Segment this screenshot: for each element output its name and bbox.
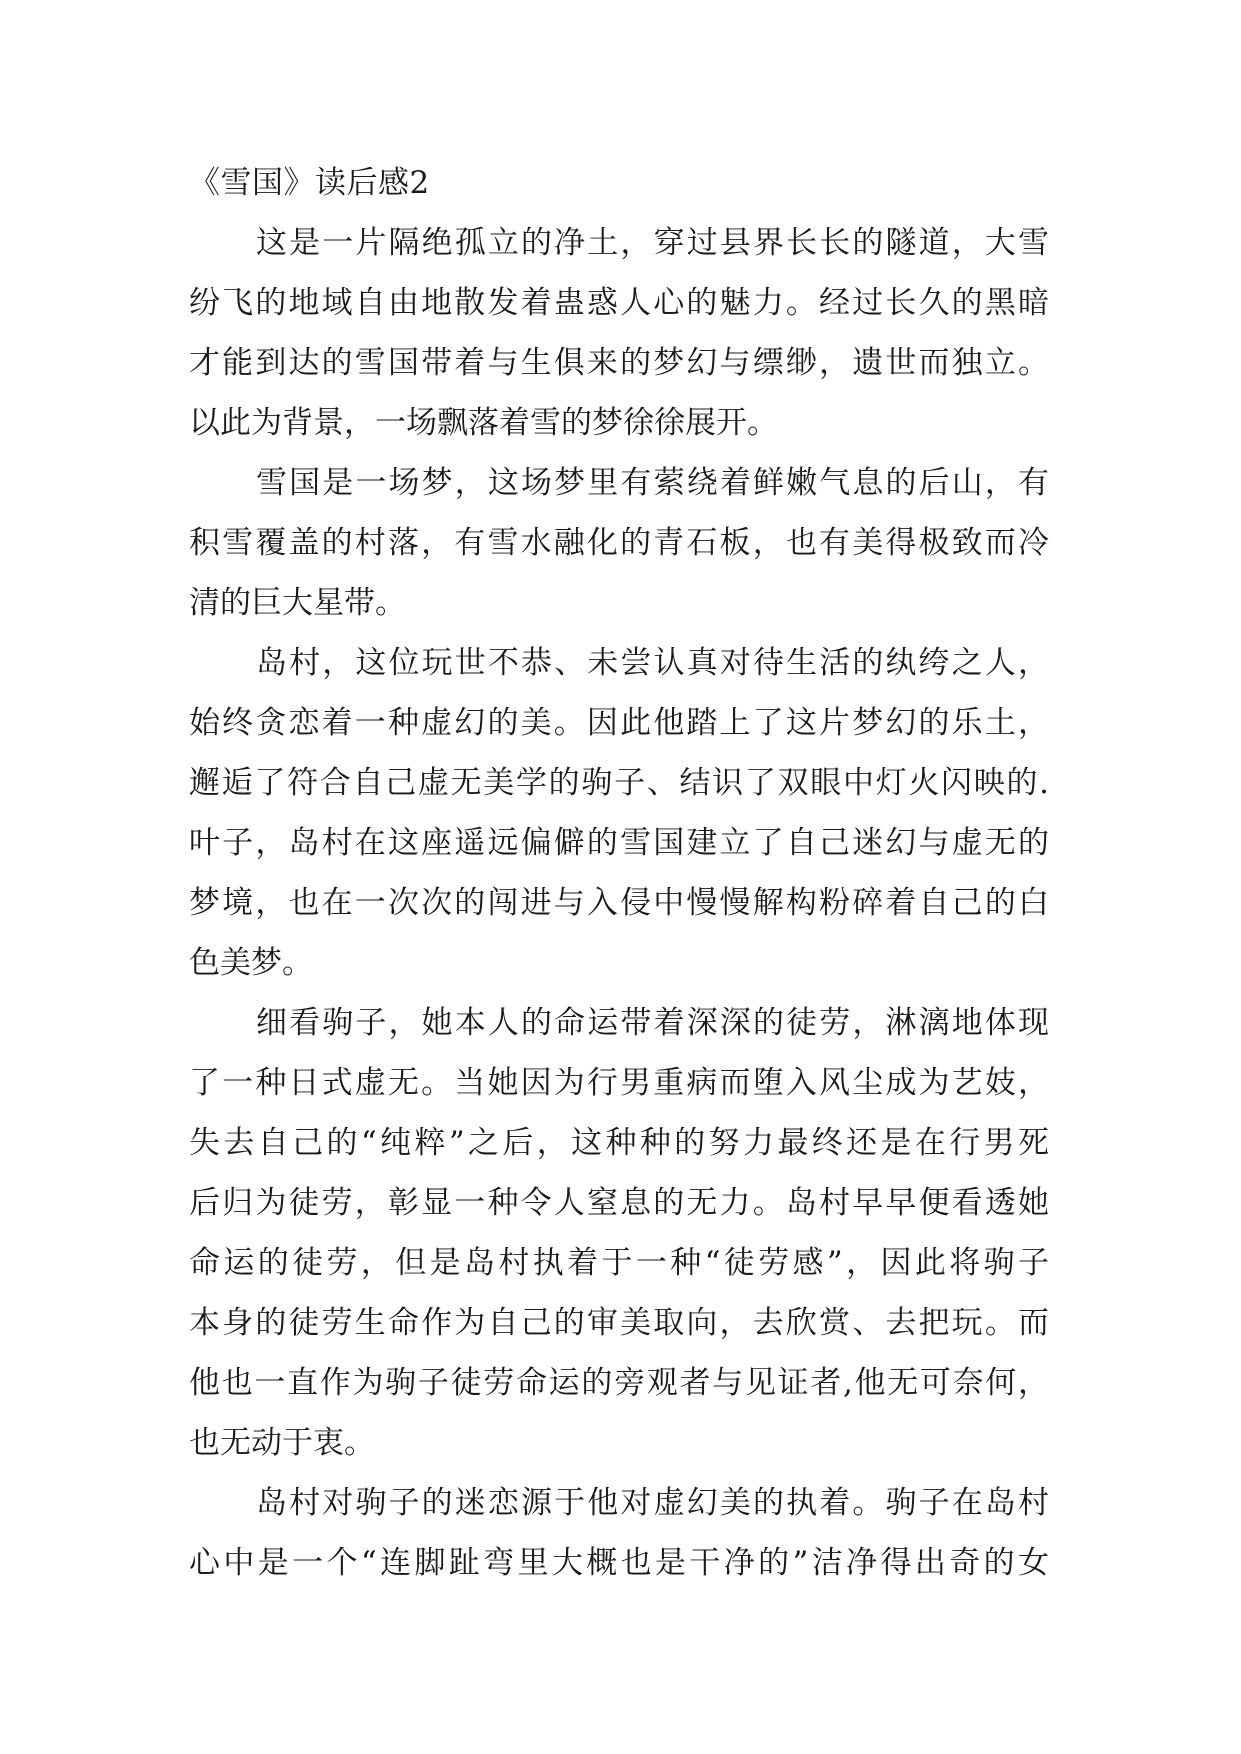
text-line: 细看驹子，她本人的命运带着深深的徒劳，淋漓地体现 [256,1005,1049,1041]
text-line: 也无动于衷。 [189,1425,375,1461]
text-line: 这是一片隔绝孤立的净土，穿过县界长长的隧道，大雪 [256,225,1049,261]
text-line: 心中是一个“连脚趾弯里大概也是干净的”洁净得出奇的女 [189,1545,1049,1581]
text-line: 才能到达的雪国带着与生俱来的梦幻与缥缈，遗世而独立。 [189,345,1049,381]
text-line: 以此为背景，一场飘落着雪的梦徐徐展开。 [189,405,778,441]
text-line: 纷飞的地域自由地散发着蛊惑人心的魅力。经过长久的黑暗 [189,285,1049,321]
text-line: 清的巨大星带。 [189,585,406,621]
text-line: 本身的徒劳生命作为自己的审美取向，去欣赏、去把玩。而 [189,1305,1049,1341]
text-line: 后归为徒劳，彰显一种令人窒息的无力。岛村早早便看透她 [189,1185,1049,1221]
text-line: 了一种日式虚无。当她因为行男重病而堕入风尘成为艺妓， [189,1065,1049,1101]
text-line: 色美梦。 [189,945,313,981]
document-title: 《雪国》读后感2 [189,165,430,201]
text-line: 叶子，岛村在这座遥远偏僻的雪国建立了自己迷幻与虚无的 [189,825,1049,861]
text-line: 失去自己的“纯粹”之后，这种种的努力最终还是在行男死 [189,1125,1049,1161]
text-line: 岛村，这位玩世不恭、未尝认真对待生活的纨绔之人， [256,645,1049,681]
text-line: 命运的徒劳，但是岛村执着于一种“徒劳感”，因此将驹子 [189,1245,1049,1281]
text-line: 梦境，也在一次次的闯进与入侵中慢慢解构粉碎着自己的白 [189,885,1049,921]
text-line: 积雪覆盖的村落，有雪水融化的青石板，也有美得极致而冷 [189,525,1049,561]
text-line: 始终贪恋着一种虚幻的美。因此他踏上了这片梦幻的乐土， [189,705,1049,741]
text-line: 雪国是一场梦，这场梦里有萦绕着鲜嫩气息的后山，有 [256,465,1049,501]
text-line: 他也一直作为驹子徒劳命运的旁观者与见证者,他无可奈何， [189,1365,1049,1401]
text-line: 邂逅了符合自己虚无美学的驹子、结识了双眼中灯火闪映的. [189,765,1049,801]
text-line: 岛村对驹子的迷恋源于他对虚幻美的执着。驹子在岛村 [256,1485,1049,1521]
